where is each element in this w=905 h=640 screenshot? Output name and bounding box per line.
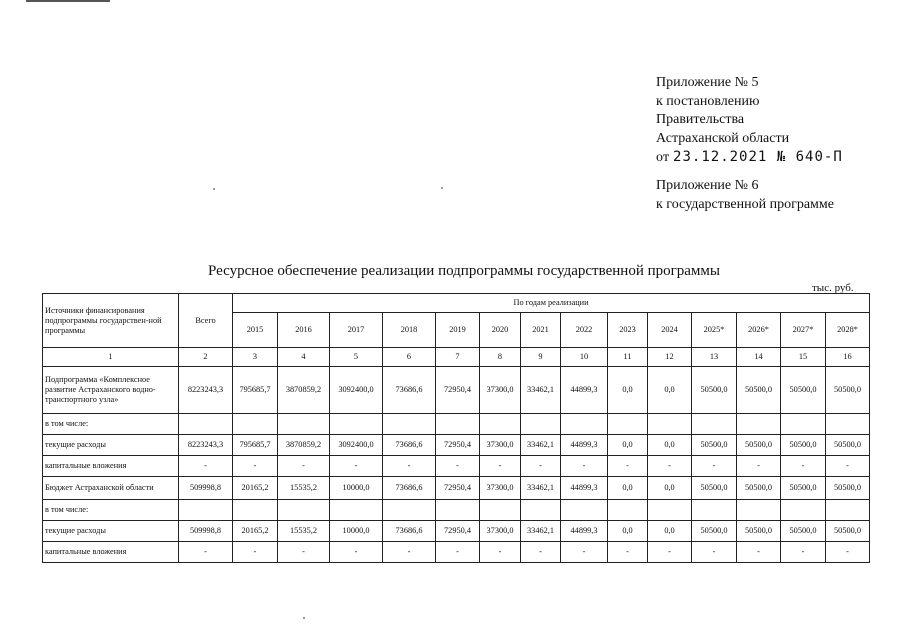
- column-number: 8: [480, 348, 521, 367]
- year-value: [737, 500, 781, 521]
- header-total: Всего: [179, 294, 233, 348]
- row-label: в том числе:: [43, 500, 179, 521]
- year-value: [480, 414, 521, 435]
- header-year: 2023: [608, 313, 648, 348]
- year-value: 50500,0: [781, 435, 826, 456]
- year-value: -: [233, 456, 278, 477]
- year-value: 50500,0: [737, 477, 781, 500]
- year-value: [233, 500, 278, 521]
- year-value: 20165,2: [233, 477, 278, 500]
- appendix-6-line: Приложение № 6: [656, 178, 759, 193]
- column-number: 1: [43, 348, 179, 367]
- table-row: [43, 542, 870, 563]
- table-row: [43, 477, 870, 500]
- column-number: 4: [278, 348, 330, 367]
- year-value: 72950,4: [436, 521, 480, 542]
- year-value: [278, 414, 330, 435]
- row-total: 8223243,3: [179, 367, 233, 414]
- year-value: [781, 500, 826, 521]
- year-value: 73686,6: [383, 477, 436, 500]
- year-value: [436, 500, 480, 521]
- year-value: [521, 414, 561, 435]
- year-value: [692, 414, 737, 435]
- year-value: -: [436, 542, 480, 563]
- row-label: Подпрограмма «Комплексное развитие Астраханского водно-транспортного узла»: [43, 367, 179, 414]
- year-value: -: [608, 456, 648, 477]
- column-number: 16: [826, 348, 870, 367]
- table-row: [43, 521, 870, 542]
- year-value: -: [692, 542, 737, 563]
- row-total: 8223243,3: [179, 435, 233, 456]
- year-value: -: [330, 456, 383, 477]
- appendix-5-block: [656, 74, 843, 168]
- year-value: 0,0: [608, 435, 648, 456]
- year-value: 33462,1: [521, 367, 561, 414]
- year-value: -: [278, 456, 330, 477]
- table-row: [43, 367, 870, 414]
- year-value: [737, 414, 781, 435]
- year-value: 50500,0: [781, 367, 826, 414]
- year-value: 33462,1: [521, 521, 561, 542]
- resource-table: [42, 293, 870, 563]
- year-value: -: [330, 542, 383, 563]
- header-year: 2015: [233, 313, 278, 348]
- table-row: [43, 414, 870, 435]
- year-value: 0,0: [608, 367, 648, 414]
- year-value: -: [383, 456, 436, 477]
- column-number: 5: [330, 348, 383, 367]
- year-value: [826, 500, 870, 521]
- row-total: 509998,8: [179, 477, 233, 500]
- row-label: капитальные вложения: [43, 456, 179, 477]
- year-value: 10000,0: [330, 477, 383, 500]
- column-number: 10: [561, 348, 608, 367]
- year-value: 3870859,2: [278, 435, 330, 456]
- scan-speck: [441, 187, 443, 189]
- header-year: 2022: [561, 313, 608, 348]
- column-number: 6: [383, 348, 436, 367]
- year-value: 795685,7: [233, 367, 278, 414]
- year-value: [648, 414, 692, 435]
- appendix-5-line: Приложение № 5: [656, 75, 759, 90]
- year-value: -: [521, 542, 561, 563]
- year-value: 50500,0: [781, 521, 826, 542]
- year-value: -: [480, 456, 521, 477]
- year-value: 0,0: [648, 521, 692, 542]
- year-value: 44899,3: [561, 521, 608, 542]
- header-by-years: По годам реализации: [233, 294, 870, 313]
- year-value: -: [781, 456, 826, 477]
- year-value: 795685,7: [233, 435, 278, 456]
- scan-speck: [303, 617, 305, 619]
- year-value: 72950,4: [436, 435, 480, 456]
- year-value: 0,0: [648, 367, 692, 414]
- column-number: 7: [436, 348, 480, 367]
- year-value: [383, 414, 436, 435]
- year-value: -: [826, 456, 870, 477]
- year-value: 37300,0: [480, 367, 521, 414]
- scan-speck: [213, 188, 215, 190]
- year-value: 44899,3: [561, 435, 608, 456]
- year-value: 15535,2: [278, 477, 330, 500]
- year-value: 50500,0: [826, 367, 870, 414]
- year-value: [826, 414, 870, 435]
- year-value: -: [692, 456, 737, 477]
- year-value: 73686,6: [383, 367, 436, 414]
- column-number: 11: [608, 348, 648, 367]
- year-value: 3092400,0: [330, 367, 383, 414]
- year-value: -: [233, 542, 278, 563]
- appendix-6-block: [656, 177, 834, 214]
- year-value: -: [383, 542, 436, 563]
- header-year: 2025*: [692, 313, 737, 348]
- header-year: 2018: [383, 313, 436, 348]
- column-number: 14: [737, 348, 781, 367]
- year-value: [436, 414, 480, 435]
- year-value: [521, 500, 561, 521]
- row-total: 509998,8: [179, 521, 233, 542]
- column-number: 12: [648, 348, 692, 367]
- row-label: в том числе:: [43, 414, 179, 435]
- year-value: 0,0: [648, 435, 692, 456]
- row-total: -: [179, 456, 233, 477]
- year-value: -: [480, 542, 521, 563]
- row-label: текущие расходы: [43, 435, 179, 456]
- year-value: [608, 500, 648, 521]
- row-total: [179, 500, 233, 521]
- decree-prefix: от: [656, 150, 670, 165]
- row-label: текущие расходы: [43, 521, 179, 542]
- header-source: Источники финансирования подпрограммы государствен-ной программы: [43, 294, 179, 348]
- header-year: 2019: [436, 313, 480, 348]
- column-number: 9: [521, 348, 561, 367]
- year-value: -: [826, 542, 870, 563]
- year-value: 15535,2: [278, 521, 330, 542]
- year-value: [278, 500, 330, 521]
- year-value: -: [561, 456, 608, 477]
- year-value: 0,0: [608, 521, 648, 542]
- year-value: 0,0: [648, 477, 692, 500]
- year-value: 10000,0: [330, 521, 383, 542]
- year-value: 73686,6: [383, 435, 436, 456]
- table-row: [43, 500, 870, 521]
- table-row: [43, 456, 870, 477]
- year-value: -: [737, 456, 781, 477]
- year-value: 0,0: [608, 477, 648, 500]
- column-number-row: [43, 348, 870, 367]
- year-value: 3870859,2: [278, 367, 330, 414]
- column-number: 13: [692, 348, 737, 367]
- header-year: 2016: [278, 313, 330, 348]
- year-value: 33462,1: [521, 435, 561, 456]
- year-value: 72950,4: [436, 367, 480, 414]
- year-value: [330, 414, 383, 435]
- year-value: [383, 500, 436, 521]
- year-value: -: [648, 456, 692, 477]
- year-value: 50500,0: [692, 435, 737, 456]
- year-value: 50500,0: [737, 435, 781, 456]
- year-value: [330, 500, 383, 521]
- year-value: 50500,0: [781, 477, 826, 500]
- year-value: [233, 414, 278, 435]
- row-label: капитальные вложения: [43, 542, 179, 563]
- year-value: -: [781, 542, 826, 563]
- row-total: -: [179, 542, 233, 563]
- header-year: 2028*: [826, 313, 870, 348]
- header-year: 2021: [521, 313, 561, 348]
- year-value: 50500,0: [826, 477, 870, 500]
- year-value: 50500,0: [692, 477, 737, 500]
- year-value: 33462,1: [521, 477, 561, 500]
- appendix-5-line: Астраханской области: [656, 130, 790, 146]
- year-value: -: [561, 542, 608, 563]
- column-number: 3: [233, 348, 278, 367]
- header-row: [43, 294, 870, 313]
- year-value: -: [648, 542, 692, 563]
- year-value: 37300,0: [480, 477, 521, 500]
- scan-edge-mark: [26, 0, 110, 2]
- row-label: Бюджет Астраханской области: [43, 477, 179, 500]
- decree-date-number: 23.12.2021 № 640-П: [673, 149, 843, 165]
- year-value: 20165,2: [233, 521, 278, 542]
- table-row: [43, 435, 870, 456]
- year-value: -: [436, 456, 480, 477]
- appendix-5-line: к постановлению: [656, 93, 760, 109]
- header-year: 2024: [648, 313, 692, 348]
- decree-line: [656, 148, 843, 168]
- units-label: тыс. руб.: [812, 282, 854, 294]
- year-value: 50500,0: [692, 521, 737, 542]
- year-value: [480, 500, 521, 521]
- year-value: 44899,3: [561, 367, 608, 414]
- year-value: [692, 500, 737, 521]
- appendix-6-line: к государственной программе: [656, 196, 834, 212]
- year-value: -: [608, 542, 648, 563]
- year-value: 50500,0: [826, 435, 870, 456]
- header-year: 2027*: [781, 313, 826, 348]
- year-value: 50500,0: [737, 521, 781, 542]
- year-value: [561, 414, 608, 435]
- column-number: 2: [179, 348, 233, 367]
- year-value: 50500,0: [826, 521, 870, 542]
- year-value: [781, 414, 826, 435]
- table-title: Ресурсное обеспечение реализации подпрограммы государственной программы: [208, 263, 720, 279]
- appendix-5-line: Правительства: [656, 112, 745, 127]
- year-value: 73686,6: [383, 521, 436, 542]
- year-value: 3092400,0: [330, 435, 383, 456]
- row-total: [179, 414, 233, 435]
- year-value: 37300,0: [480, 521, 521, 542]
- year-value: [648, 500, 692, 521]
- header-year: 2026*: [737, 313, 781, 348]
- header-year: 2017: [330, 313, 383, 348]
- year-value: 50500,0: [692, 367, 737, 414]
- year-value: -: [737, 542, 781, 563]
- year-value: [608, 414, 648, 435]
- year-value: -: [278, 542, 330, 563]
- year-value: 72950,4: [436, 477, 480, 500]
- year-value: [561, 500, 608, 521]
- header-year: 2020: [480, 313, 521, 348]
- year-value: -: [521, 456, 561, 477]
- year-value: 44899,3: [561, 477, 608, 500]
- column-number: 15: [781, 348, 826, 367]
- year-value: 37300,0: [480, 435, 521, 456]
- year-value: 50500,0: [737, 367, 781, 414]
